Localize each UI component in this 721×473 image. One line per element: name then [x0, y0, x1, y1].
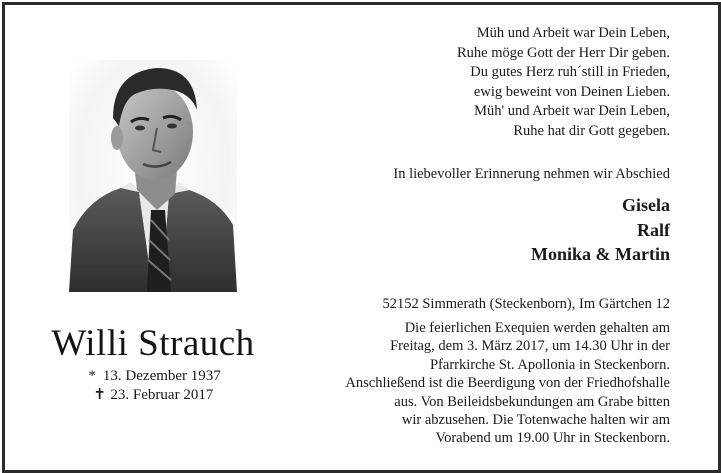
- notice-line: aus. Von Beileidsbekundungen am Grabe bitten: [394, 393, 670, 410]
- family-address: 52152 Simmerath (Steckenborn), Im Gärtchen 12: [382, 296, 670, 312]
- notice-line: Die feierlichen Exequien werden gehalten am: [404, 320, 670, 336]
- portrait-photo: [69, 60, 237, 292]
- poem-line: Müh' und Arbeit war Dein Leben,: [474, 103, 670, 120]
- mourner-name: Monika & Martin: [531, 244, 670, 264]
- notice-line: wir abzusehen. Die Totenwache halten wir am: [401, 412, 670, 429]
- birth-date: 13. Dezember 1937: [102, 368, 221, 384]
- notice-line: Anschließend ist die Beerdigung von der Friedhofshalle: [345, 375, 670, 392]
- mourner-name: Gisela: [622, 195, 670, 215]
- remembrance-text: In liebevoller Erinnerung nehmen wir Abschied: [393, 166, 670, 182]
- poem-line: Ruhe möge Gott der Herr Dir geben.: [456, 44, 670, 61]
- cross-icon: ✝: [93, 387, 106, 403]
- notice-line: Freitag, dem 3. März 2017, um 14.30 Uhr in der: [390, 338, 670, 355]
- mourner-name: Ralf: [637, 219, 670, 240]
- life-dates: [0, 367, 306, 405]
- poem-line: Du gutes Herz ruh´still in Frieden,: [470, 64, 670, 81]
- funeral-notice: [345, 319, 670, 448]
- poem-line: Ruhe hat dir Gott gegeben.: [513, 122, 670, 139]
- deceased-name: Willi Strauch: [51, 323, 255, 364]
- star-icon: *: [88, 368, 96, 384]
- notice-line: Pfarrkirche St. Apollonia in Steckenborn.: [429, 356, 670, 373]
- poem-line: ewig beweint von Deinen Lieben.: [473, 83, 670, 100]
- notice-line: Vorabend um 19.00 Uhr in Steckenborn.: [435, 430, 670, 447]
- death-date-line: [0, 386, 306, 405]
- memorial-poem: [457, 24, 670, 142]
- mourners-list: [531, 193, 670, 267]
- poem-line: Müh und Arbeit war Dein Leben,: [476, 25, 670, 41]
- death-date: 23. Februar 2017: [110, 387, 214, 403]
- birth-date-line: [0, 367, 306, 386]
